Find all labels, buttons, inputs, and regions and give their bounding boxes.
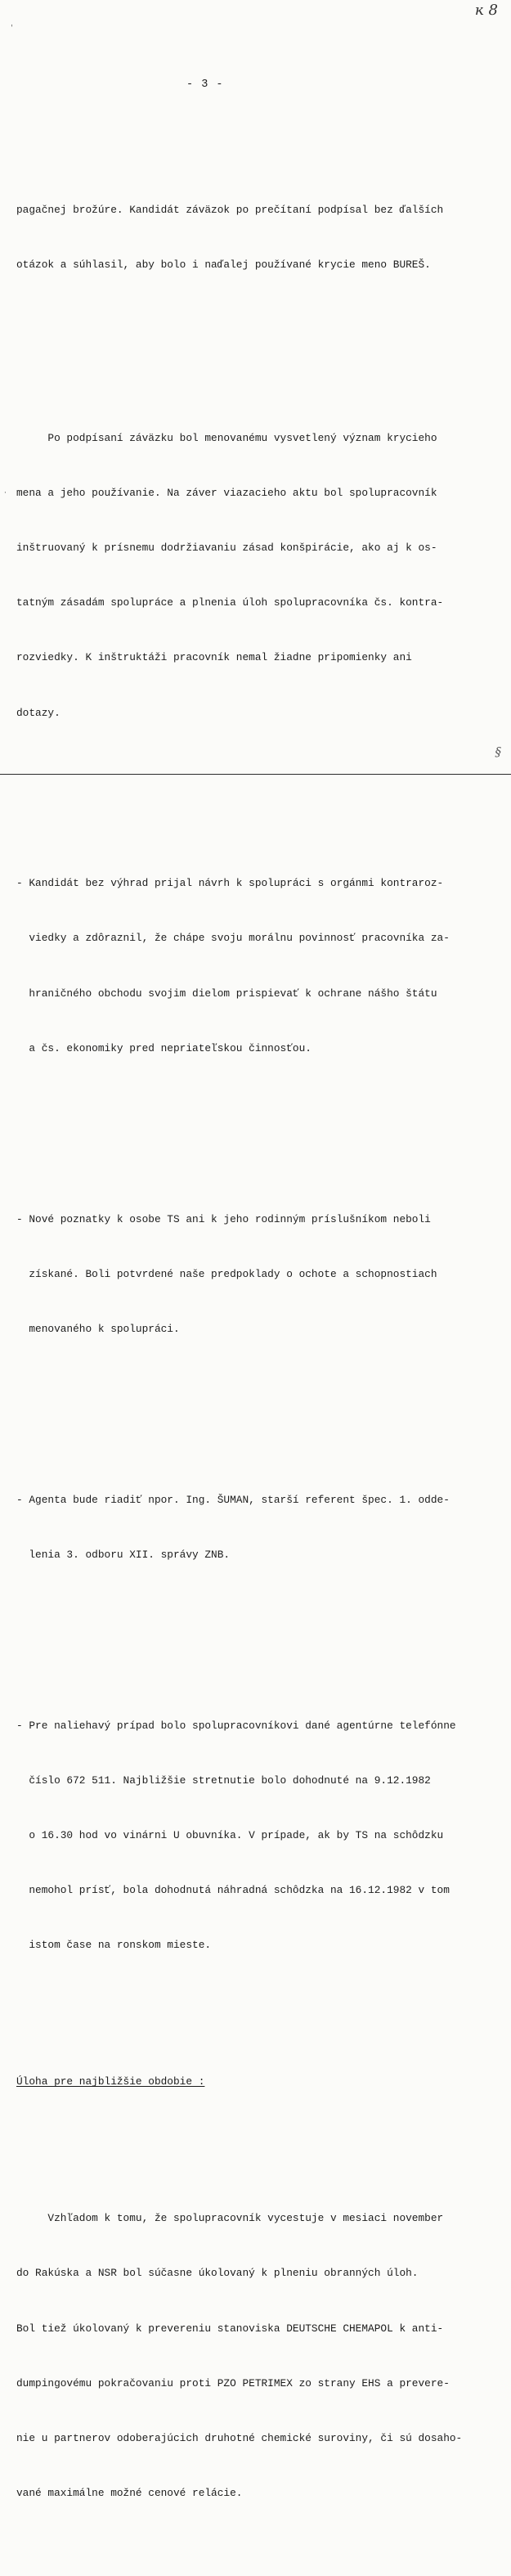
- margin-mark: ·: [3, 489, 7, 497]
- paragraph-2: [16, 393, 504, 759]
- text-line: rozviedky. K inštruktáži pracovník nemal žiadne pripomienky ani: [16, 651, 412, 664]
- handwritten-annotation: ĸ 8: [474, 2, 498, 19]
- section-heading: Úloha pre najbližšie obdobie :: [16, 2075, 205, 2088]
- text-line: hraničného obchodu svojim dielom prispievať k ochrane nášho štátu: [16, 987, 437, 1000]
- margin-mark: ': [10, 25, 14, 32]
- bullet-item: [16, 838, 504, 1095]
- text-line: Vzhľadom k tomu, že spolupracovník vycestuje v mesiaci november: [16, 2212, 444, 2225]
- text-line: otázok a súhlasil, aby bolo i naďalej používané krycie meno BUREŠ.: [16, 258, 431, 271]
- bullet-item: [16, 1454, 504, 1601]
- text-line: - Pre naliehavý prípad bolo spolupracovníkovi dané agentúrne telefónne: [16, 1719, 456, 1732]
- text-line: - Nové poznatky k osobe TS ani k jeho rodinným príslušníkom neboli: [16, 1212, 431, 1225]
- text-line: inštruovaný k prísnemu dodržiavaniu zásad konšpirácie, ako aj k os-: [16, 541, 437, 554]
- text-line: vané maximálne možné cenové relácie.: [16, 2487, 243, 2500]
- text-line: a čs. ekonomiky pred nepriateľskou činnosťou.: [16, 1041, 312, 1054]
- text-line: získané. Boli potvrdené naše predpoklady o ochote a schopnostiach: [16, 1267, 437, 1280]
- text-line: menovaného k spolupráci.: [16, 1323, 180, 1335]
- text-line: dumpingovému pokračovaniu proti PZO PETRIMEX zo strany EHS a prevere-: [16, 2376, 450, 2389]
- text-line: istom čase na ronskom mieste.: [16, 1939, 212, 1952]
- text-line: nie u partnerov odoberajúcich druhotné chemické suroviny, či sú dosaho-: [16, 2431, 463, 2444]
- page-number: - 3 -: [186, 79, 224, 91]
- text-line: tatným zásadám spolupráce a plnenia úloh spolupracovníka čs. kontra-: [16, 596, 444, 609]
- text-line: nemohol prísť, bola dohodnutá náhradná schôdzka na 16.12.1982 v tom: [16, 1884, 450, 1897]
- text-line: dotazy.: [16, 706, 61, 719]
- text-line: do Rakúska a NSR bol súčasne úkolovaný k plneniu obranných úloh.: [16, 2267, 419, 2280]
- text-line: pagačnej brožúre. Kandidát záväzok po prečítaní podpísal bez ďalších: [16, 203, 444, 216]
- text-line: číslo 672 511. Najbližšie stretnutie bolo dohodnuté na 9.12.1982: [16, 1774, 431, 1787]
- final-paragraph: [16, 2173, 504, 2539]
- bottom-divider: [0, 774, 511, 775]
- bullet-item: [16, 1680, 504, 1992]
- corner-mark: §: [495, 744, 501, 759]
- document-body: [16, 128, 504, 2576]
- text-line: mena a jeho používanie. Na záver viazacieho aktu bol spolupracovník: [16, 486, 437, 499]
- bullet-item: [16, 1174, 504, 1375]
- text-line: o 16.30 hod vo vinárni U obuvníka. V prípade, ak by TS na schôdzku: [16, 1828, 444, 1841]
- text-line: Bol tiež úkolovaný k prevereniu stanoviska DEUTSCHE CHEMAPOL k anti-: [16, 2322, 444, 2335]
- text-line: - Kandidát bez výhrad prijal návrh k spolupráci s orgánmi kontraroz-: [16, 877, 444, 890]
- text-line: viedky a zdôraznil, že chápe svoju morálnu povinnosť pracovníka za-: [16, 932, 450, 945]
- paragraph-1: [16, 164, 504, 311]
- text-line: - Agenta bude riadiť npor. Ing. ŠUMAN, starší referent špec. 1. odde-: [16, 1493, 450, 1506]
- text-line: lenia 3. odboru XII. správy ZNB.: [16, 1548, 231, 1561]
- text-line: Po podpísaní záväzku bol menovanému vysvetlený význam krycieho: [16, 431, 437, 444]
